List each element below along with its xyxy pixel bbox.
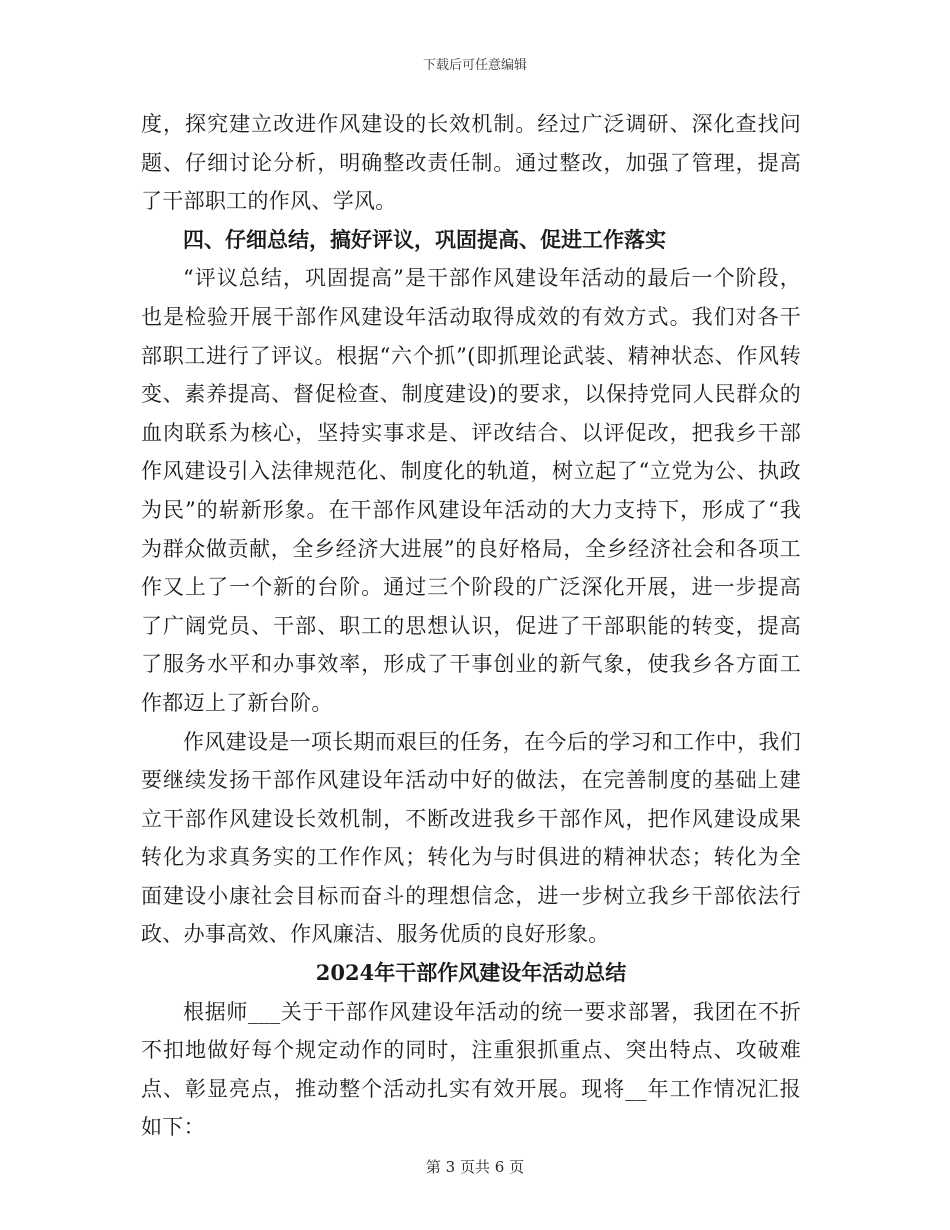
- paragraph-future: 作风建设是一项长期而艰巨的任务，在今后的学习和工作中，我们要继续发扬干部作风建设年活动中好的做法，在完善制度的基础上建立干部作风建设长效机制，不断改进我乡干部作风，把作风建设成果转化为求真务实的工作作风；转化为与时俱进的精神状态；转化为全面建设小康社会目标而奋斗的理想信念，进一步树立我乡干部依法行政、办事高效、作风廉洁、服务优质的良好形象。: [141, 729, 801, 947]
- document-body: [141, 105, 801, 1147]
- section-heading-4: 四、仔细总结，搞好评议，巩固提高、促进工作落实: [183, 226, 666, 252]
- page-number: 第 3 页共 6 页: [425, 1158, 525, 1176]
- paragraph-summary: “评议总结，巩固提高”是干部作风建设年活动的最后一个阶段，也是检验开展干部作风建设年活动取得成效的有效方式。我们对各干部职工进行了评议。根据“六个抓”(即抓理论武装、精神状态、作风转变、素养提高、督促检查、制度建设)的要求，以保持党同人民群众的血肉联系为核心，坚持实事求是、评改结合、以评促改，把我乡干部作风建设引入法律规范化、制度化的轨道，树立起了“立党为公、执政为民”的崭新形象。在干部作风建设年活动的大力支持下，形成了“我为群众做贡献，全乡经济大进展”的良好格局，全乡经济社会和各项工作又上了一个新的台阶。通过三个阶段的广泛深化开展，进一步提高了广阔党员、干部、职工的思想认识，促进了干部职能的转变，提高了服务水平和办事效率，形成了干事创业的新气象，使我乡各方面工作都迈上了新台阶。: [141, 266, 801, 715]
- paragraph-intro-continuation: 度，探究建立改进作风建设的长效机制。经过广泛调研、深化查找问题、仔细讨论分析，明确整改责任制。通过整改，加强了管理，提高了干部职工的作风、学风。: [141, 112, 801, 214]
- document-title: 2024年干部作风建设年活动总结: [315, 960, 627, 986]
- paragraph-report: 根据师___关于干部作风建设年活动的统一要求部署，我团在不折不扣地做好每个规定动作的同时，注重狠抓重点、突出特点、攻破难点、彰显亮点，推动整个活动扎实有效开展。现将__年工作情况汇报如下：: [141, 999, 801, 1140]
- header-note: 下载后可任意编辑: [422, 58, 527, 73]
